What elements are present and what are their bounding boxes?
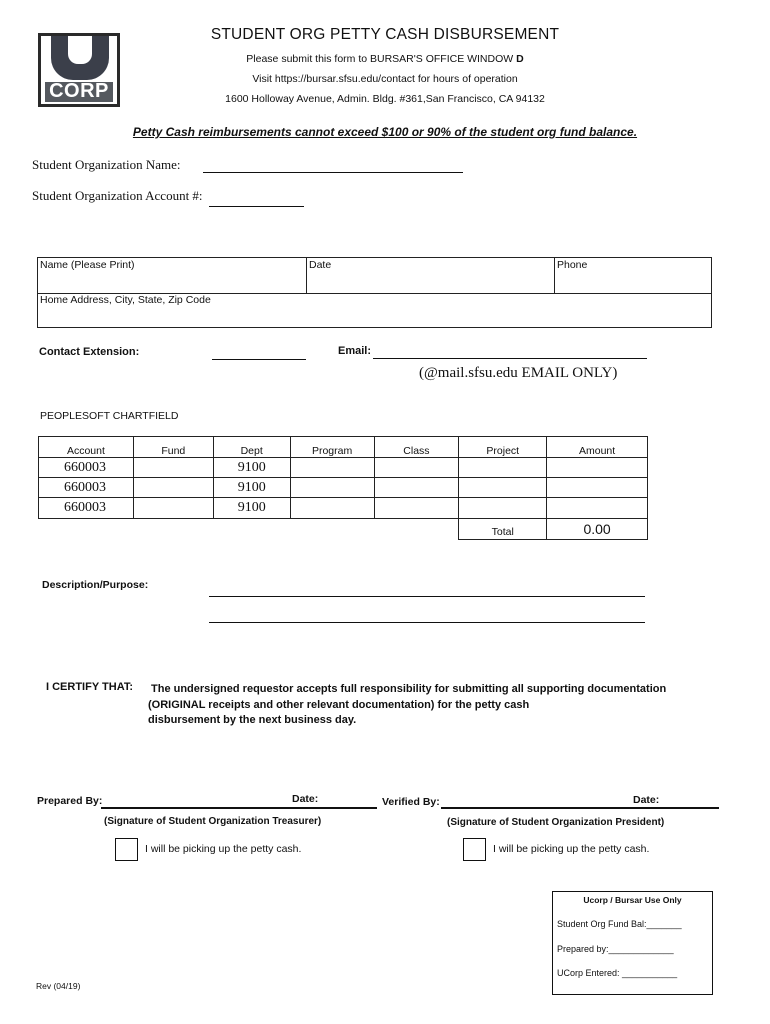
col-header-account: Account bbox=[39, 437, 134, 458]
prepared-by-label: Prepared By: bbox=[37, 795, 103, 807]
col-header-project: Project bbox=[459, 437, 547, 458]
amount-cell[interactable] bbox=[547, 478, 648, 498]
personal-info-box bbox=[37, 257, 712, 328]
email-field[interactable] bbox=[373, 358, 647, 359]
class-cell[interactable] bbox=[374, 458, 459, 478]
treasurer-caption: (Signature of Student Organization Treasurer) bbox=[104, 816, 322, 827]
email-label: Email: bbox=[338, 345, 372, 357]
president-pickup-label: I will be picking up the petty cash. bbox=[493, 843, 650, 855]
name-label: Name (Please Print) bbox=[40, 259, 135, 271]
chartfield-table bbox=[38, 436, 648, 540]
certify-text-line-1: The undersigned requestor accepts full responsibility for submitting all supporting documentation bbox=[151, 683, 667, 695]
chartfield-title: PEOPLESOFT CHARTFIELD bbox=[40, 410, 179, 422]
verified-by-label: Verified By: bbox=[382, 796, 440, 808]
phone-field[interactable] bbox=[555, 258, 711, 293]
account-cell[interactable]: 660003 bbox=[39, 498, 134, 519]
org-name-label: Student Organization Name: bbox=[32, 157, 181, 172]
program-cell[interactable] bbox=[290, 478, 374, 498]
contact-extension-label: Contact Extension: bbox=[39, 346, 140, 358]
total-value: 0.00 bbox=[547, 519, 648, 540]
amount-cell[interactable] bbox=[547, 498, 648, 519]
revision-label: Rev (04/19) bbox=[36, 981, 81, 991]
logo-corp-text: CORP bbox=[49, 80, 109, 102]
treasurer-pickup-label: I will be picking up the petty cash. bbox=[145, 843, 302, 855]
reimbursement-notice: Petty Cash reimbursements cannot exceed $100 or 90% of the student org fund balance. bbox=[132, 125, 638, 139]
form-title: STUDENT ORG PETTY CASH DISBURSEMENT bbox=[210, 26, 560, 43]
description-label: Description/Purpose: bbox=[42, 579, 149, 591]
dept-cell[interactable]: 9100 bbox=[213, 478, 290, 498]
class-cell[interactable] bbox=[374, 498, 459, 519]
bursar-use-box bbox=[552, 891, 713, 995]
submit-instructions-text: Please submit this form to BURSAR'S OFFICE WINDOW bbox=[246, 53, 517, 65]
total-label: Total bbox=[459, 519, 547, 540]
class-cell[interactable] bbox=[374, 478, 459, 498]
description-line-1[interactable] bbox=[209, 596, 645, 597]
program-cell[interactable] bbox=[290, 498, 374, 519]
chartfield-header-row bbox=[39, 437, 648, 458]
total-row bbox=[39, 519, 648, 540]
treasurer-pickup-checkbox[interactable] bbox=[115, 838, 138, 861]
account-cell[interactable]: 660003 bbox=[39, 458, 134, 478]
phone-label: Phone bbox=[557, 259, 588, 271]
dept-cell[interactable]: 9100 bbox=[213, 498, 290, 519]
prepared-by-signature-field[interactable] bbox=[101, 807, 377, 809]
certify-label: I CERTIFY THAT: bbox=[46, 681, 133, 693]
email-note: (@mail.sfsu.edu EMAIL ONLY) bbox=[419, 365, 618, 381]
prepared-by-office-field[interactable]: Prepared by:_____________ bbox=[557, 944, 674, 954]
table-row bbox=[39, 478, 648, 498]
dept-cell[interactable]: 9100 bbox=[213, 458, 290, 478]
logo-u-letter bbox=[51, 36, 109, 80]
contact-extension-field[interactable] bbox=[212, 359, 306, 360]
org-name-field[interactable] bbox=[203, 172, 463, 173]
ucorp-entered-field[interactable]: UCorp Entered: ___________ bbox=[557, 968, 678, 978]
address-field[interactable] bbox=[38, 294, 711, 327]
verified-date-label: Date: bbox=[633, 794, 660, 806]
account-cell[interactable]: 660003 bbox=[39, 478, 134, 498]
fund-cell[interactable] bbox=[133, 458, 213, 478]
president-pickup-checkbox[interactable] bbox=[463, 838, 486, 861]
col-header-class: Class bbox=[374, 437, 459, 458]
col-header-amount: Amount bbox=[547, 437, 648, 458]
table-row bbox=[39, 498, 648, 519]
fund-bal-field[interactable]: Student Org Fund Bal:_______ bbox=[557, 919, 682, 929]
bursar-box-title: Ucorp / Bursar Use Only bbox=[583, 895, 682, 905]
org-account-field[interactable] bbox=[209, 206, 304, 207]
project-cell[interactable] bbox=[459, 498, 547, 519]
project-cell[interactable] bbox=[459, 458, 547, 478]
submit-instructions bbox=[150, 53, 620, 65]
date-label: Date bbox=[309, 259, 332, 271]
col-header-program: Program bbox=[290, 437, 374, 458]
office-address: 1600 Holloway Avenue, Admin. Bldg. #361,San Francisco, CA 94132 bbox=[225, 93, 545, 105]
verified-by-signature-field[interactable] bbox=[441, 807, 719, 809]
col-header-fund: Fund bbox=[133, 437, 213, 458]
project-cell[interactable] bbox=[459, 478, 547, 498]
description-line-2[interactable] bbox=[209, 622, 645, 623]
president-caption: (Signature of Student Organization President) bbox=[447, 817, 665, 828]
ucorp-logo bbox=[38, 33, 120, 107]
amount-cell[interactable] bbox=[547, 458, 648, 478]
prepared-date-label: Date: bbox=[292, 793, 319, 805]
certify-text-line-3: disbursement by the next business day. bbox=[148, 714, 357, 726]
window-letter: D bbox=[516, 53, 524, 65]
name-field[interactable] bbox=[38, 258, 306, 293]
address-label: Home Address, City, State, Zip Code bbox=[40, 294, 211, 306]
col-header-dept: Dept bbox=[213, 437, 290, 458]
table-row bbox=[39, 458, 648, 478]
certify-text-line-2: (ORIGINAL receipts and other relevant documentation) for the petty cash bbox=[148, 699, 530, 711]
hours-instructions: Visit https://bursar.sfsu.edu/contact for hours of operation bbox=[252, 73, 518, 85]
program-cell[interactable] bbox=[290, 458, 374, 478]
fund-cell[interactable] bbox=[133, 478, 213, 498]
date-field[interactable] bbox=[307, 258, 554, 293]
org-account-label: Student Organization Account #: bbox=[32, 188, 203, 203]
fund-cell[interactable] bbox=[133, 498, 213, 519]
